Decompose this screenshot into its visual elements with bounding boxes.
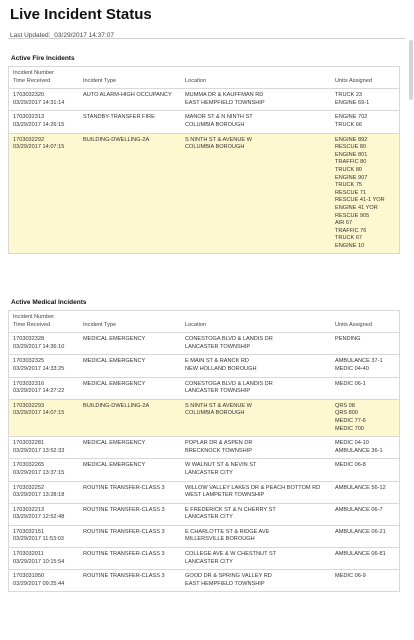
unit-assigned: ENGINE 801: [335, 151, 368, 158]
table-row[interactable]: [9, 399, 399, 436]
location-cell: [181, 333, 331, 354]
incident-type: STANDBY-TRANSFER FIRE: [83, 114, 155, 121]
unit-assigned: TRUCK 23: [335, 92, 363, 99]
location-line: S NINTH ST & AVENUE W: [185, 402, 252, 409]
unit-assigned: MEDIC 77-6: [335, 417, 366, 424]
last-updated-value: 03/29/2017 14:37:07: [54, 32, 114, 39]
incident-number: 1703032252: [13, 484, 45, 491]
incident-type: ROUTINE TRANSFER-CLASS 3: [83, 551, 165, 558]
unit-assigned: AMBULANCE 37-1: [335, 358, 383, 365]
location-line: POPLAR DR & ASPEN DR: [185, 440, 253, 447]
incident-cell: [9, 333, 79, 354]
unit-assigned: ENGINE 41 YOR: [335, 204, 378, 211]
units-cell: [331, 482, 399, 503]
time-received: 03/29/2017 10:15:54: [13, 558, 65, 565]
incident-number: 1703032313: [13, 114, 45, 121]
incident-cell: [9, 355, 79, 376]
location-cell: [181, 134, 331, 254]
incident-number: 1703032316: [13, 380, 45, 387]
units-cell: [331, 378, 399, 399]
table-row[interactable]: [9, 88, 399, 110]
location-line: BRECKNOCK TOWNSHIP: [185, 447, 252, 454]
units-cell: [331, 333, 399, 354]
unit-assigned: TRUCK 66: [335, 121, 363, 128]
header-divider: [8, 38, 406, 39]
unit-assigned: ENGINE 10: [335, 242, 365, 249]
incident-cell: [9, 526, 79, 547]
units-cell: [331, 570, 399, 591]
unit-assigned: RESCUE 71: [335, 189, 367, 196]
unit-assigned: AMBULANCE 06-81: [335, 551, 386, 558]
incident-type: MEDICAL EMERGENCY: [83, 440, 146, 447]
unit-assigned: AIR 67: [335, 220, 353, 227]
location-line: LANCASTER CITY: [185, 514, 233, 521]
incident-cell: [9, 111, 79, 132]
units-cell: [331, 548, 399, 569]
time-received: 03/29/2017 14:36:10: [13, 343, 65, 350]
table-row[interactable]: [9, 377, 399, 399]
medical-section-title: Active Medical Incidents: [11, 299, 87, 306]
location-line: COLLEGE AVE & W CHESTNUT ST: [185, 551, 277, 558]
location-line: WILLOW VALLEY LAKES DR & PEACH BOTTOM RD: [185, 484, 321, 491]
location-line: W WALNUT ST & NEVIN ST: [185, 462, 257, 469]
unit-assigned: AMBULANCE 36-1: [335, 447, 383, 454]
units-cell: [331, 504, 399, 525]
time-received: 03/29/2017 14:27:22: [13, 388, 65, 395]
incident-cell: [9, 378, 79, 399]
incident-cell: [9, 437, 79, 458]
location-line: WEST LAMPETER TOWNSHIP: [185, 492, 265, 499]
units-cell: [331, 134, 399, 254]
time-received: 03/29/2017 12:52:48: [13, 514, 65, 521]
location-line: LANCASTER TOWNSHIP: [185, 343, 251, 350]
incident-number: 1703031950: [13, 573, 45, 580]
incident-cell: [9, 134, 79, 254]
unit-assigned: MEDIC 700: [335, 425, 364, 432]
location-line: COLUMBIA BOROUGH: [185, 144, 245, 151]
units-cell: [331, 459, 399, 480]
units-cell: [331, 111, 399, 132]
incident-number: 1703032281: [13, 440, 45, 447]
location-line: E MAIN ST & RANCK RD: [185, 358, 249, 365]
time-received: 03/29/2017 13:28:18: [13, 492, 65, 499]
location-line: EAST HEMPFIELD TOWNSHIP: [185, 99, 265, 106]
unit-assigned: ENGINE 907: [335, 174, 368, 181]
location-line: MILLERSVILLE BOROUGH: [185, 536, 255, 543]
time-received: 03/29/2017 11:53:03: [13, 536, 64, 543]
incident-cell: [9, 504, 79, 525]
location-line: EAST HEMPFIELD TOWNSHIP: [185, 580, 265, 587]
incident-number: 1703032328: [13, 336, 45, 343]
incident-type: BUILDING-DWELLING-2A: [83, 402, 150, 409]
unit-assigned: RESCUE 80: [335, 144, 367, 151]
fire-incidents-table: [8, 66, 400, 254]
location-line: CONESTOGA BLVD & LANDIS DR: [185, 380, 273, 387]
location-cell: [181, 89, 331, 110]
table-row[interactable]: [9, 547, 399, 569]
location-cell: [181, 111, 331, 132]
location-line: COLUMBIA BOROUGH: [185, 121, 245, 128]
table-row[interactable]: [9, 332, 399, 354]
location-line: GOOD DR & SPRING VALLEY RD: [185, 573, 272, 580]
location-cell: [181, 355, 331, 376]
table-header-row: [9, 311, 399, 332]
unit-assigned: TRAFFIC 80: [335, 159, 367, 166]
location-cell: [181, 548, 331, 569]
header-location: Location: [185, 321, 207, 328]
time-received: 03/29/2017 13:52:33: [13, 447, 65, 454]
header-incident-type: Incident Type: [83, 77, 117, 84]
unit-assigned: PENDING: [335, 336, 361, 343]
time-received: 03/29/2017 14:33:25: [13, 365, 65, 372]
time-received: 03/29/2017 14:07:15: [13, 144, 65, 151]
location-line: LANCASTER CITY: [185, 558, 233, 565]
unit-assigned: TRAFFIC 76: [335, 227, 367, 234]
location-line: NEW HOLLAND BOROUGH: [185, 365, 257, 372]
table-row[interactable]: [9, 569, 399, 591]
table-row[interactable]: [9, 354, 399, 376]
incident-type: MEDICAL EMERGENCY: [83, 336, 146, 343]
unit-assigned: MEDIC 04-40: [335, 365, 369, 372]
location-line: E FREDERICK ST & N CHERRY ST: [185, 506, 276, 513]
table-row[interactable]: [9, 503, 399, 525]
header-units-assigned: Units Assigned: [335, 321, 373, 328]
unit-assigned: QRS 800: [335, 410, 359, 417]
table-row[interactable]: [9, 110, 399, 132]
incident-type: MEDICAL EMERGENCY: [83, 462, 146, 469]
table-row[interactable]: [9, 458, 399, 480]
header-incident-cell: [9, 311, 79, 332]
incident-cell: [9, 482, 79, 503]
unit-assigned: RESCUE 41-1 YOR: [335, 197, 385, 204]
unit-assigned: MEDIC 06-8: [335, 462, 366, 469]
units-cell: [331, 437, 399, 458]
header-time-received: Time Received: [13, 321, 51, 328]
header-incident-cell: [9, 67, 79, 88]
unit-assigned: ENGINE 69-1: [335, 99, 370, 106]
incident-type: ROUTINE TRANSFER-CLASS 3: [83, 528, 165, 535]
location-line: LANCASTER TOWNSHIP: [185, 388, 251, 395]
last-updated-label: Last Updated:: [10, 32, 51, 39]
table-row[interactable]: [9, 525, 399, 547]
incident-number: 1703032213: [13, 506, 45, 513]
incident-number: 1703032292: [13, 136, 45, 143]
location-line: COLUMBIA BOROUGH: [185, 410, 245, 417]
incident-number: 1703032011: [13, 551, 44, 558]
header-incident-number: Incident Number: [13, 70, 55, 76]
location-line: LANCASTER CITY: [185, 469, 233, 476]
unit-assigned: AMBULANCE 56-12: [335, 484, 386, 491]
unit-assigned: QRS 08: [335, 402, 355, 409]
page-title: Live Incident Status: [10, 6, 152, 23]
table-row[interactable]: [9, 133, 399, 254]
location-cell: [181, 526, 331, 547]
units-cell: [331, 526, 399, 547]
units-cell: [331, 89, 399, 110]
incident-number: 1703032320: [13, 92, 45, 99]
incident-cell: [9, 459, 79, 480]
unit-assigned: MEDIC 06-9: [335, 573, 366, 580]
unit-assigned: TRUCK 80: [335, 166, 363, 173]
units-cell: [331, 355, 399, 376]
location-cell: [181, 400, 331, 436]
unit-assigned: AMBULANCE 06-21: [335, 528, 386, 535]
header-incident-type: Incident Type: [83, 321, 117, 328]
time-received: 03/29/2017 14:31:14: [13, 99, 65, 106]
incident-type: AUTO ALARM-HIGH OCCUPANCY: [83, 92, 172, 99]
incident-cell: [9, 548, 79, 569]
header-incident-number: Incident Number: [13, 314, 55, 320]
incident-number: 1703032293: [13, 402, 45, 409]
time-received: 03/29/2017 13:37:15: [13, 469, 65, 476]
incident-type: MEDICAL EMERGENCY: [83, 380, 146, 387]
incident-type: BUILDING-DWELLING-2A: [83, 136, 150, 143]
fire-section-title: Active Fire Incidents: [11, 55, 75, 62]
units-cell: [331, 400, 399, 436]
unit-assigned: ENGINE 892: [335, 136, 368, 143]
location-cell: [181, 437, 331, 458]
incident-number: 1703032151: [13, 528, 45, 535]
location-line: MUMMA DR & KAUFFMAN RD: [185, 92, 264, 99]
incident-number: 1703032325: [13, 358, 45, 365]
location-cell: [181, 504, 331, 525]
location-line: CONESTOGA BLVD & LANDIS DR: [185, 336, 273, 343]
unit-assigned: TRUCK 75: [335, 182, 363, 189]
location-cell: [181, 378, 331, 399]
unit-assigned: MEDIC 04-10: [335, 440, 369, 447]
table-header-row: [9, 67, 399, 88]
incident-cell: [9, 400, 79, 436]
unit-assigned: ENGINE 702: [335, 114, 368, 121]
unit-assigned: MEDIC 06-1: [335, 380, 366, 387]
incident-type: ROUTINE TRANSFER-CLASS 3: [83, 506, 165, 513]
incident-type: MEDICAL EMERGENCY: [83, 358, 146, 365]
header-time-received: Time Received: [13, 77, 51, 84]
location-cell: [181, 482, 331, 503]
table-row[interactable]: [9, 481, 399, 503]
table-row[interactable]: [9, 436, 399, 458]
time-received: 03/29/2017 14:07:15: [13, 410, 65, 417]
unit-assigned: AMBULANCE 06-7: [335, 506, 383, 513]
time-received: 03/29/2017 09:25:44: [13, 580, 65, 587]
page-header: [0, 0, 414, 39]
incident-type: ROUTINE TRANSFER-CLASS 3: [83, 573, 165, 580]
medical-incidents-table: [8, 310, 400, 592]
time-received: 03/29/2017 14:26:15: [13, 121, 65, 128]
location-cell: [181, 570, 331, 591]
incident-number: 1703032265: [13, 462, 45, 469]
location-line: S NINTH ST & AVENUE W: [185, 136, 252, 143]
unit-assigned: RESCUE 905: [335, 212, 370, 219]
scrollbar[interactable]: [409, 40, 413, 100]
incident-type: ROUTINE TRANSFER-CLASS 3: [83, 484, 165, 491]
location-cell: [181, 459, 331, 480]
location-line: E CHARLOTTE ST & RIDGE AVE: [185, 528, 270, 535]
header-location: Location: [185, 77, 207, 84]
incident-cell: [9, 570, 79, 591]
header-units-assigned: Units Assigned: [335, 77, 373, 84]
location-line: MANOR ST & N NINTH ST: [185, 114, 253, 121]
incident-cell: [9, 89, 79, 110]
unit-assigned: TRUCK 67: [335, 235, 363, 242]
